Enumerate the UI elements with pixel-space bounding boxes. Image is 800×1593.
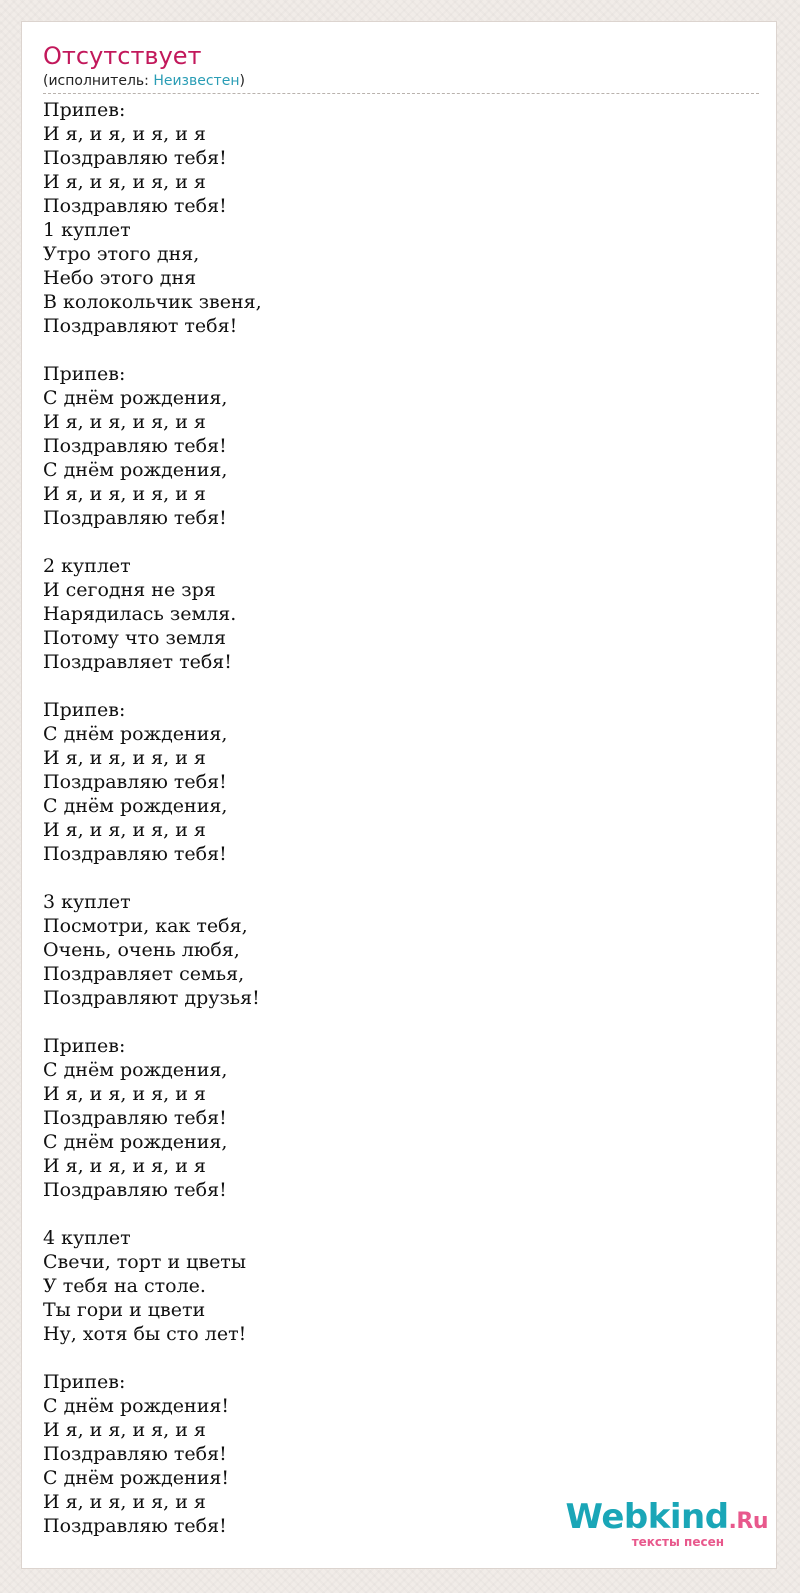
logo-main-text: Webkind — [565, 1497, 729, 1537]
song-lyrics: Припев: И я, и я, и я, и я Поздравляю тебя! И я, и я, и я, и я Поздравляю тебя! 1 куплет Утро этого дня, Небо этого дня В колокольчик звеня, Поздравляют тебя! Припев: С днём рождения, И я, и я, и я, и я Поздравляю тебя! С днём рождения, И я, и я, и я, и я Поздравляю тебя! 2 куплет И сегодня не зря Нарядилась земля. Потому что земля Поздравляет тебя! Припев: С днём рождения, И я, и я, и я, и я Поздравляю тебя! С днём рождения, И я, и я, и я, и я Поздравляю тебя! 3 куплет Посмотри, как тебя, Очень, очень любя, Поздравляет семья, Поздравляют друзья! Припев: С днём рождения, И я, и я, и я, и я Поздравляю тебя! С днём рождения, И я, и я, и я, и я Поздравляю тебя! 4 куплет Свечи, торт и цветы У тебя на столе. Ты гори и цвети Ну, хотя бы сто лет! Припев: С днём рождения! И я, и я, и я, и я Поздравляю тебя! С днём рождения! И я, и я, и я, и я Поздравляю тебя! — [43, 99, 262, 1537]
performer-line — [43, 72, 759, 94]
song-header — [43, 40, 759, 94]
webkind-logo[interactable] — [548, 1499, 768, 1548]
logo-suffix-text: .Ru — [728, 1509, 768, 1534]
performer-link[interactable]: Неизвестен — [153, 73, 240, 89]
logo-wordmark — [548, 1499, 768, 1540]
performer-prefix: (исполнитель: — [43, 73, 154, 89]
logo-tagline: тексты песен — [631, 1535, 724, 1549]
performer-suffix: ) — [239, 73, 245, 89]
song-title: Отсутствует — [43, 42, 202, 70]
lyrics-card — [21, 21, 777, 1569]
